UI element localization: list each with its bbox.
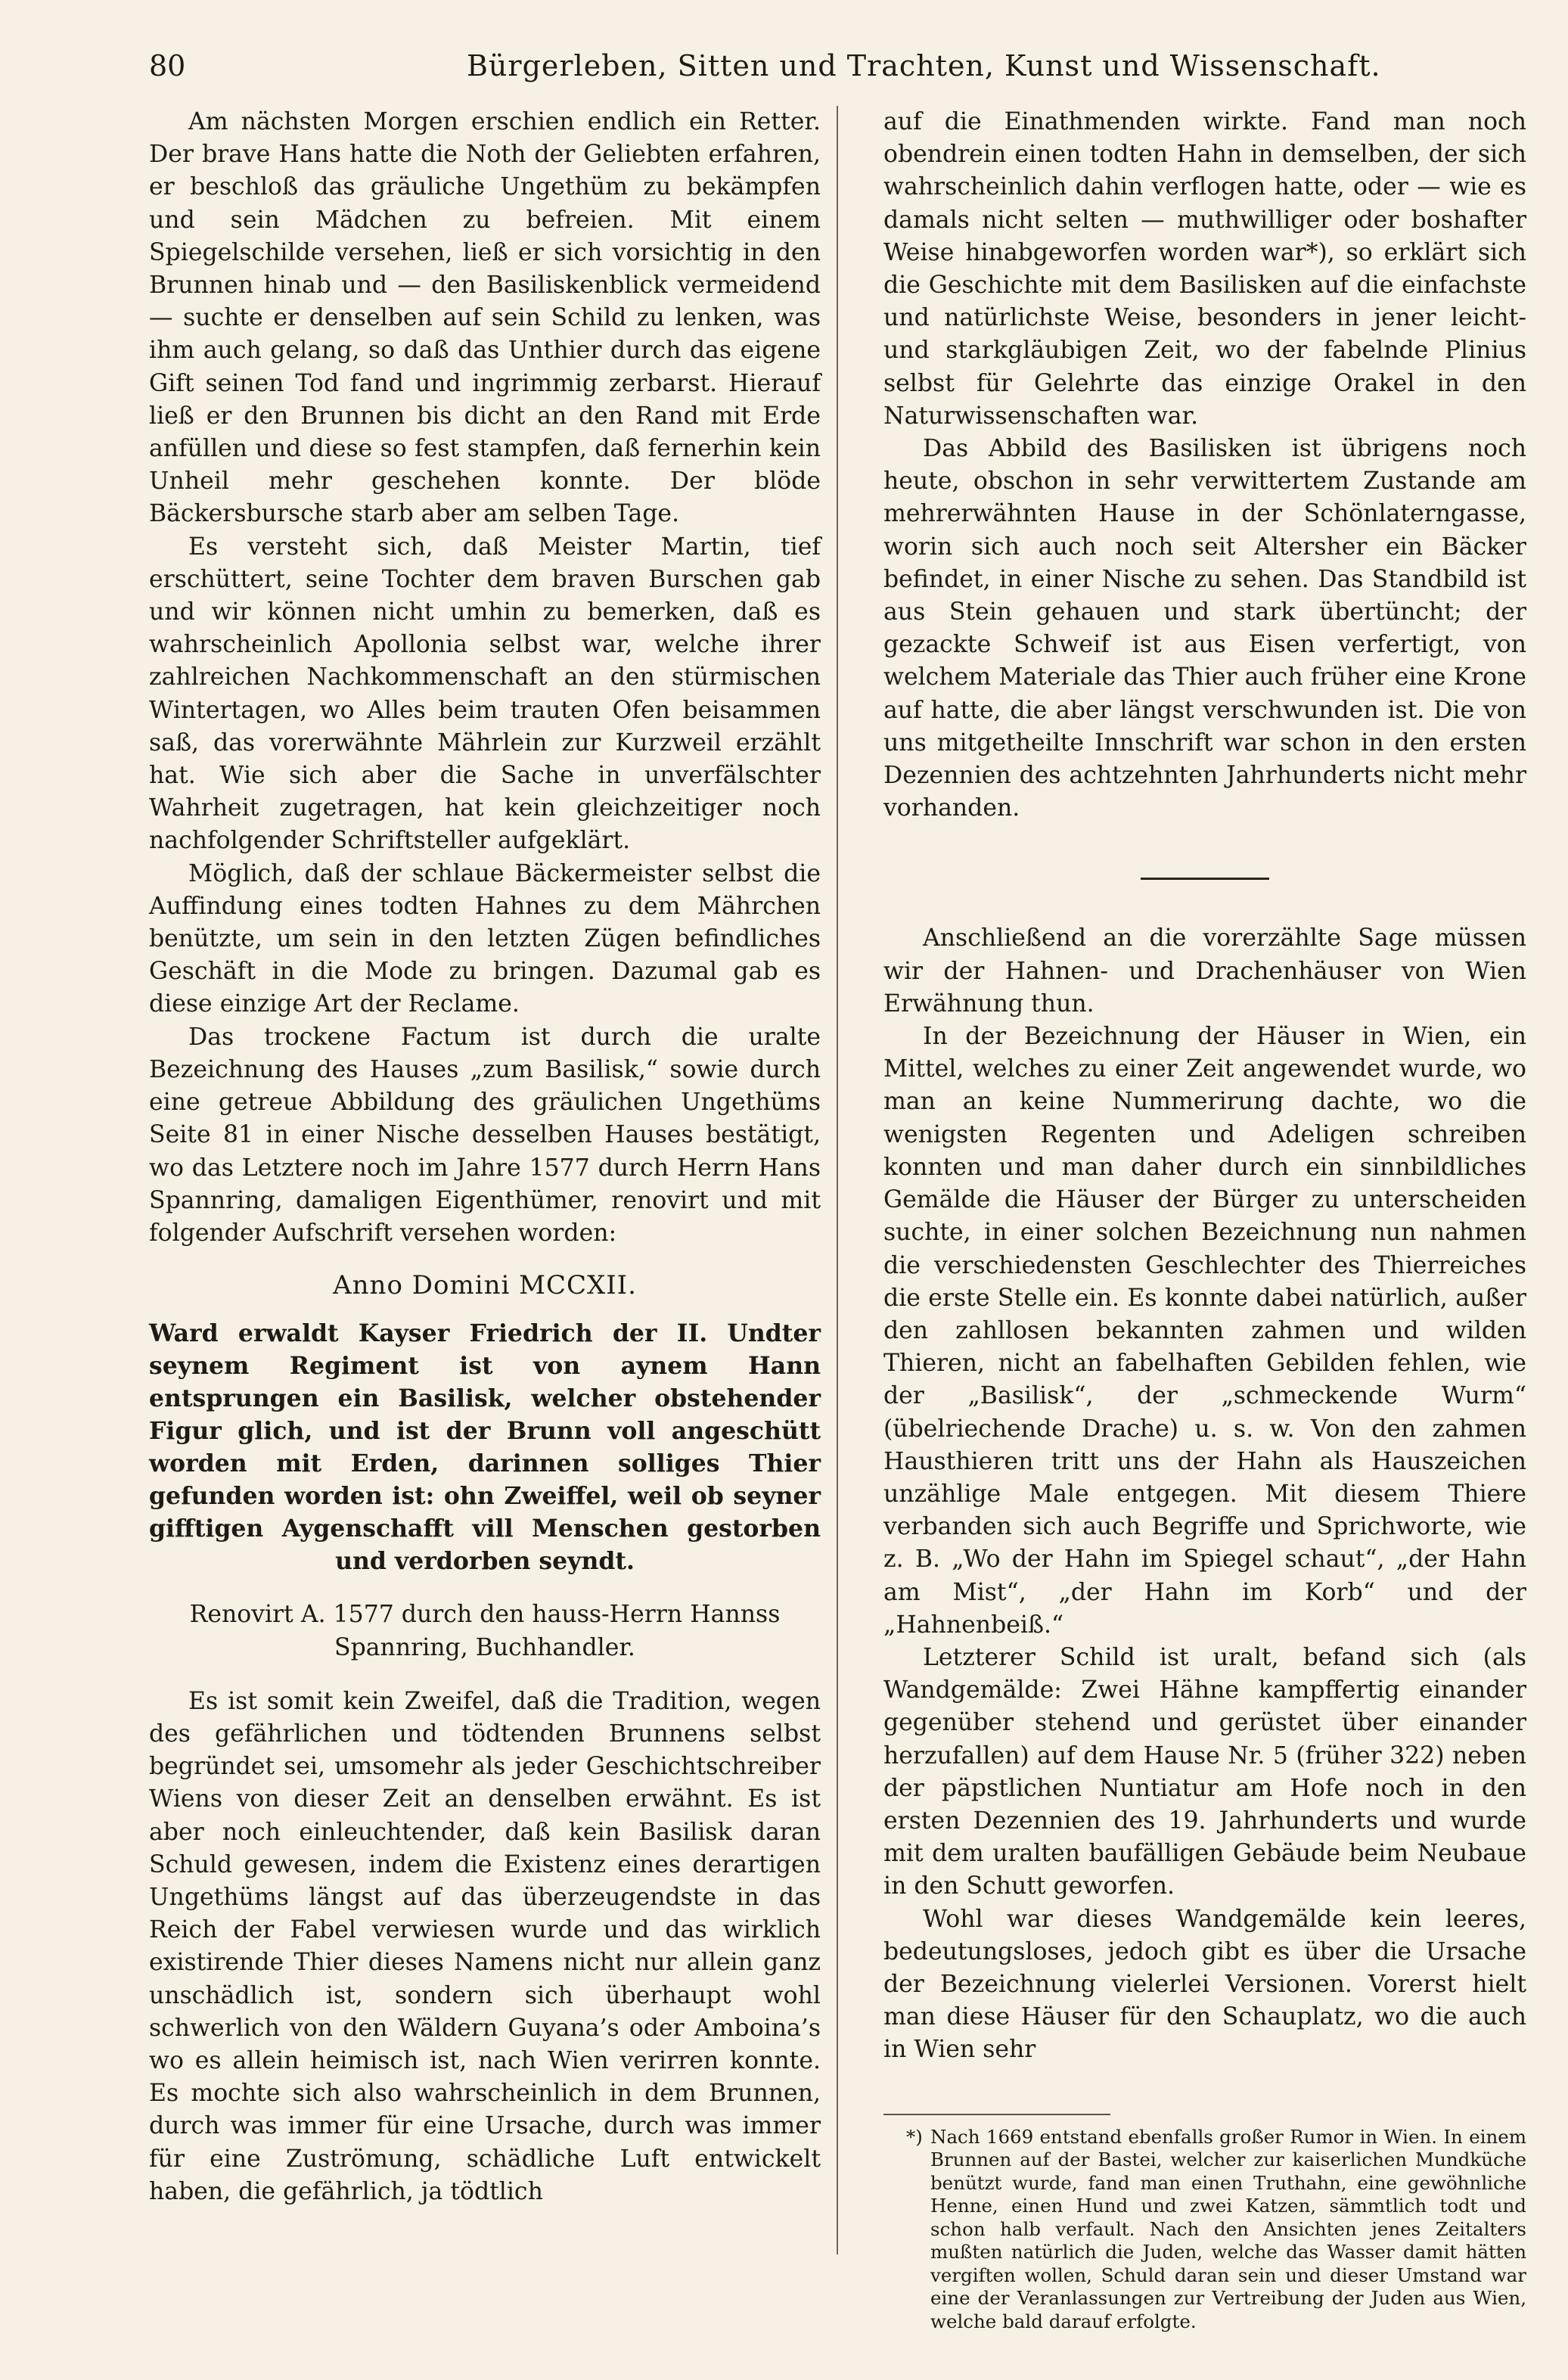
paragraph: auf die Einathmenden wirkte. Fand man noch obendrein einen todten Hahn in demselben, der sich wahrscheinlich dahin verflogen hatte, oder — wie es damals nicht selten — muthwilliger oder boshafter Weise hinabgeworfen worden war*), so erklärt sich die Geschichte mit dem Basilisken auf die einfachste und natürlichste Weise, besonders in jener leicht- und starkgläubigen Zeit, wo der fabelnde Plinius selbst für Gelehrte das einzige Orakel in den Naturwissenschaften war. bbox=[883, 108, 1526, 430]
paragraph: Am nächsten Morgen erschien endlich ein Retter. Der brave Hans hatte die Noth der Geliebten erfahren, er beschloß das gräuliche Ungethüm zu bekämpfen und sein Mädchen zu befreien. Mit einem Spiegelschilde versehen, ließ er sich vorsichtig in den Brunnen hinab und — den Basiliskenblick vermeidend — suchte er denselben auf sein Schild zu lenken, was ihm auch gelang, so daß das Unthier durch das eigene Gift seinen Tod fand und ingrimmig zerbarst. Hierauf ließ er den Brunnen bis dicht an den Rand mit Erde anfüllen und diese so fest stampfen, daß fernerhin kein Unheil mehr geschehen konnte. Der blöde Bäckersbursche starb aber am selben Tage. bbox=[149, 108, 821, 528]
page-header bbox=[149, 42, 1526, 95]
right-column bbox=[883, 106, 1526, 2333]
footnote-mark: *) bbox=[906, 2125, 923, 2148]
paragraph: Es versteht sich, daß Meister Martin, tief erschüttert, seine Tochter dem braven Burschen gab und wir können nicht umhin zu bemerken, daß es wahrscheinlich Apollonia selbst war, welche ihrer zahlreichen Nachkommenschaft an den stürmischen Wintertagen, wo Alles beim trauten Ofen beisammen saß, das vorerwähnte Mährlein zur Kurzweil erzählt hat. Wie sich aber die Sache in unverfälschter Wahrheit zugetragen, hat kein gleichzeitiger noch nachfolgender Schriftsteller aufgeklärt. bbox=[149, 533, 821, 855]
paragraph: Das trockene Factum ist durch die uralte Bezeichnung des Hauses „zum Basilisk,“ sowie durch eine getreue Abbildung des gräulichen Ungethüms Seite 81 in einer Nische desselben Hauses bestätigt, wo das Letztere noch im Jahre 1577 durch Herrn Hans Spannring, damaligen Eigenthümer, renovirt und mit folgender Aufschrift versehen worden: bbox=[149, 1023, 821, 1247]
running-title: Bürgerleben, Sitten und Trachten, Kunst und Wissenschaft. bbox=[467, 49, 1381, 82]
paragraph: In der Bezeichnung der Häuser in Wien, ein Mittel, welches zu einer Zeit angewendet wurde, wo man an keine Nummerirung dachte, wo die wenigsten Regenten und Adeligen schreiben konnten und man daher durch ein sinnbildliches Gemälde die Häuser der Bürger zu unterscheiden suchte, in einer solchen Bezeichnung nun nahmen die verschiedensten Geschlechter des Thierreiches die erste Stelle ein. Es konnte dabei natürlich, außer den zahllosen bekannten zahmen und wilden Thieren, nicht an fabelhaften Gebilden fehlen, wie der „Basilisk“, der „schmeckende Wurm“ (übelriechende Drache) u. s. w. Von den zahmen Hausthieren tritt uns der Hahn als Hauszeichen unzählige Male entgegen. Mit diesem Thiere verbanden sich auch Begriffe und Sprichworte, wie z. B. „Wo der Hahn im Spiegel schaut“, „der Hahn am Mist“, „der Hahn im Korb“ und der „Hahnenbeiß.“ bbox=[883, 1023, 1526, 1639]
paragraph: Wohl war dieses Wandgemälde kein leeres, bedeutungsloses, jedoch gibt es über die Ursache der Bezeichnung vielerlei Versionen. Vorerst hielt man diese Häuser für den Schauplatz, wo die auch in Wien sehr bbox=[883, 1905, 1526, 2064]
footnote-text: Nach 1669 entstand ebenfalls großer Rumor in Wien. In einem Brunnen auf der Bastei, welcher zur kaiserlichen Mundküche benützt wurde, fand man einen Truthahn, eine gewöhnliche Henne, einen Hund und zwei Katzen, sämmtlich todt und schon halb verfault. Nach den Ansichten jenes Zeitalters mußten natürlich die Juden, welche das Wasser damit hätten vergiften wollen, Schuld daran sein und dieser Umstand war eine der Veranlassungen zur Vertreibung der Juden aus Wien, welche bald darauf erfolgte. bbox=[930, 2125, 1526, 2332]
page-number: 80 bbox=[149, 49, 186, 82]
footnote-rule bbox=[883, 2114, 1110, 2115]
paragraph: Das Abbild des Basilisken ist übrigens noch heute, obschon in sehr verwittertem Zustande am mehrerwähnten Hause in der Schönlaterngasse, worin sich auch noch seit Altersher ein Bäcker befindet, in einer Nische zu sehen. Das Standbild ist aus Stein gehauen und stark übertüncht; der gezackte Schweif ist aus Eisen verfertigt, von welchem Materiale das Thier auch früher eine Krone auf hatte, die aber längst verschwunden ist. Die von uns mitgetheilte Innschrift war schon in den ersten Dezennien des achtzehnten Jahrhunderts nicht mehr vorhanden. bbox=[883, 435, 1526, 822]
inscription-text: Ward erwaldt Kayser Friedrich der II. Undter seynem Regiment ist von aynem Hann entsprungen ein Basilisk, welcher obstehender Figur glich, und ist der Brunn voll angeschütt worden mit Erden, darinnen solliges Thier gefunden worden ist: ohn Zweiffel, weil ob seyner gifftigen Aygenschafft vill Menschen gestorben und verdorben seyndt. bbox=[149, 1319, 821, 1576]
paragraph: Anschließend an die vorerzählte Sage müssen wir der Hahnen- und Drachenhäuser von Wien Erwähnung thun. bbox=[883, 924, 1526, 1018]
column-divider bbox=[837, 106, 838, 2254]
paragraph: Letzterer Schild ist uralt, befand sich (als Wandgemälde: Zwei Hähne kampffertig einander gegenüber stehend und gerüstet über einander herzufallen) auf dem Hause Nr. 5 (früher 322) neben der päpstlichen Nuntiatur am Hofe noch in den ersten Dezennien des 19. Jahrhunderts und wurde mit dem uralten baufälligen Gebäude beim Neubaue in den Schutt geworfen. bbox=[883, 1643, 1526, 1900]
left-column bbox=[149, 106, 821, 2208]
paragraph: Es ist somit kein Zweifel, daß die Tradition, wegen des gefährlichen und tödtenden Brunnens selbst begründet sei, umsomehr als jeder Geschichtschreiber Wiens von dieser Zeit an denselben erwähnt. Es ist aber noch einleuchtender, daß kein Basilisk daran Schuld gewesen, indem die Existenz eines derartigen Ungethüms längst auf das überzeugendste in das Reich der Fabel verwiesen wurde und das wirklich existirende Thier dieses Namens nicht nur allein ganz unschädlich ist, sondern sich überhaupt wohl schwerlich von den Wäldern Guyana’s oder Amboina’s wo es allein heimisch ist, nach Wien verirren konnte. Es mochte sich also wahrscheinlich in dem Brunnen, durch was immer für eine Ursache, durch was immer für eine Zuströmung, schädliche Luft entwickelt haben, die gefährlich, ja tödtlich bbox=[149, 1687, 821, 2205]
anno-domini-heading: Anno Domini MCCXII. bbox=[333, 1270, 637, 1301]
paragraph: Möglich, daß der schlaue Bäckermeister selbst die Auffindung eines todten Hahnes zu dem Mährchen benützte, um sein in den letzten Zügen befindliches Geschäft in die Mode zu bringen. Dazumal gab es diese einzige Art der Reclame. bbox=[149, 859, 821, 1018]
renovation-note: Renovirt A. 1577 durch den hauss-Herrn Hannss Spannring, Buchhandler. bbox=[189, 1601, 781, 1661]
footnote bbox=[883, 2126, 1526, 2334]
section-separator bbox=[1141, 878, 1269, 880]
